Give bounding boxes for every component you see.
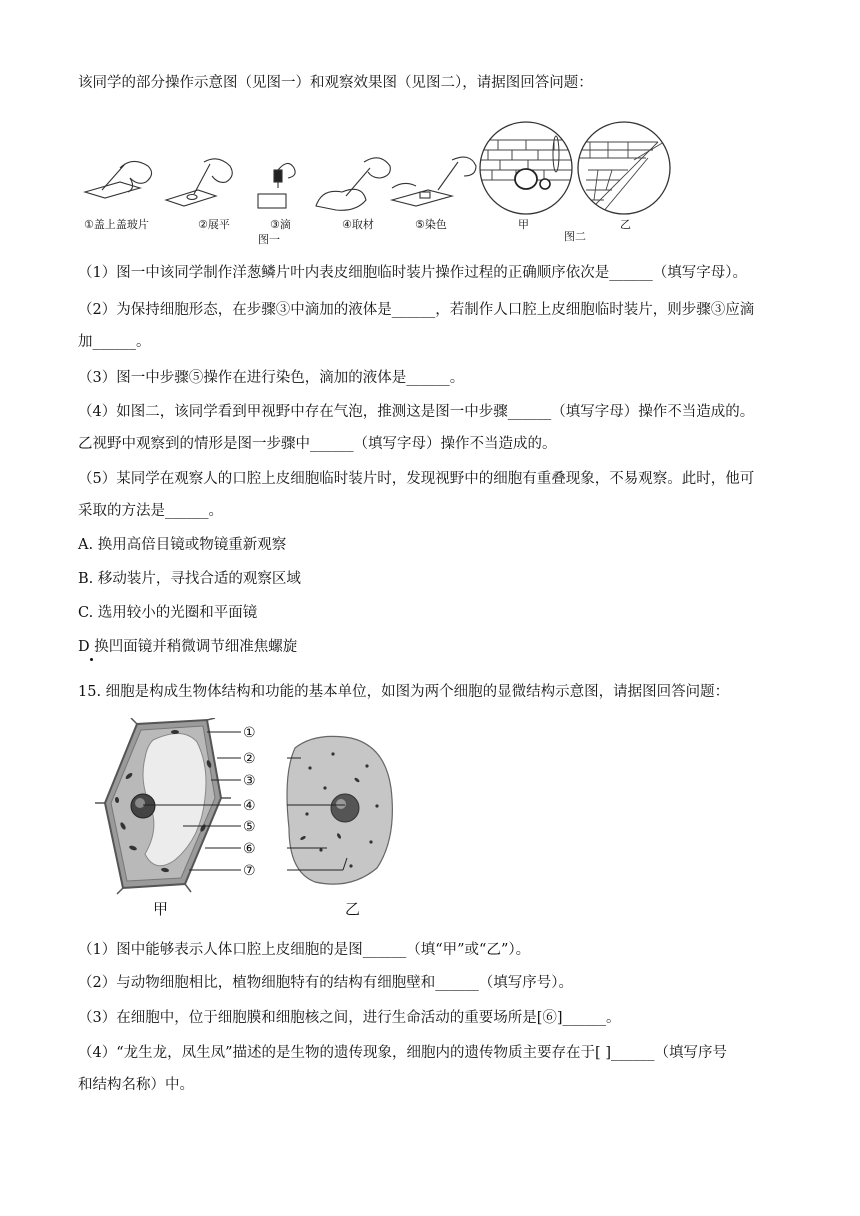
q14-part5-line1: （5）某同学在观察人的口腔上皮细胞临时装片时，发现视野中的细胞有重叠现象，不易观察。此时，他可 [78,471,755,487]
cell-diagram [95,718,415,923]
label-1: ① [243,725,256,741]
q14-part1: （1）图一中该同学制作洋葱鳞片叶内表皮细胞临时装片操作过程的正确顺序依次是______（填写字母）。 [78,265,747,281]
intro-text: 该同学的部分操作示意图（见图一）和观察效果图（见图二），请据图回答问题： [78,75,593,91]
step-1-label: ①盖上盖玻片 [84,218,149,231]
label-5: ⑤ [243,819,256,835]
q15-part2: （2）与动物细胞相比，植物细胞特有的结构有细胞壁和______（填写序号）。 [78,975,573,991]
label-4: ④ [243,798,256,814]
option-d: D 换凹面镜并稍微调节细准焦螺旋 [78,639,298,655]
step-5-label: ⑤染色 [415,218,447,231]
stray-dot [90,658,93,661]
option-b: B. 移动装片，寻找合适的观察区域 [78,571,301,587]
cell-label-jia: 甲 [153,900,169,918]
step-cover-slip-illustration [85,161,152,198]
q14-part4-line2: 乙视野中观察到的情形是图一步骤中______（填写字母）操作不当造成的。 [78,436,557,452]
label-7: ⑦ [243,863,256,879]
field-yi-label: 乙 [620,218,631,231]
field-jia-label: 甲 [518,218,529,231]
step-stain-illustration [392,157,476,206]
option-a: A. 换用高倍目镜或物镜重新观察 [78,537,287,553]
step-4-label: ④取材 [342,218,374,231]
q14-part4-line1: （4）如图二，该同学看到甲视野中存在气泡，推测这是图一中步骤______（填写字母）操作不当造成的。 [78,404,755,420]
q14-part3: （3）图一中步骤⑤操作在进行染色，滴加的液体是______。 [78,370,465,386]
step-3-label: ③滴 [270,218,291,231]
cell-label-yi: 乙 [345,900,361,918]
label-6: ⑥ [243,841,256,857]
q14-part2-line1: （2）为保持细胞形态，在步骤③中滴加的液体是______，若制作人口腔上皮细胞临时装片，则步骤③应滴 [78,302,755,318]
q15-part4-line2: 和结构名称）中。 [78,1077,194,1093]
q15-stem: 15. 细胞是构成生物体结构和功能的基本单位，如图为两个细胞的显微结构示意图，请据图回答问题： [78,684,730,700]
plant-cell-jia [95,718,231,894]
animal-cell-yi [287,736,392,884]
figure-one [80,148,480,248]
figure-two [478,118,678,243]
step-2-label: ②展平 [198,218,230,231]
figure-two-caption: 图二 [564,230,586,243]
q15-part4-line1: （4）“龙生龙，凤生凤”描述的是生物的遗传现象，细胞内的遗传物质主要存在于[ ]______（填写序号 [78,1045,727,1061]
step-flatten-illustration [166,159,232,206]
step-drop-illustration [258,163,295,208]
q15-part1: （1）图中能够表示人体口腔上皮细胞的是图______（填“甲”或“乙”）。 [78,942,531,958]
figure-one-caption: 图一 [258,233,280,246]
q14-part2-line2: 加______。 [78,334,151,350]
label-2: ② [243,751,256,767]
step-take-material-illustration [316,158,390,210]
field-jia [478,136,578,189]
q15-part3: （3）在细胞中，位于细胞膜和细胞核之间，进行生命活动的重要场所是[⑥]______。 [78,1010,621,1026]
label-3: ③ [243,773,256,789]
field-yi [578,142,664,218]
q14-part5-line2: 采取的方法是______。 [78,503,223,519]
option-c: C. 选用较小的光圈和平面镜 [78,605,258,621]
